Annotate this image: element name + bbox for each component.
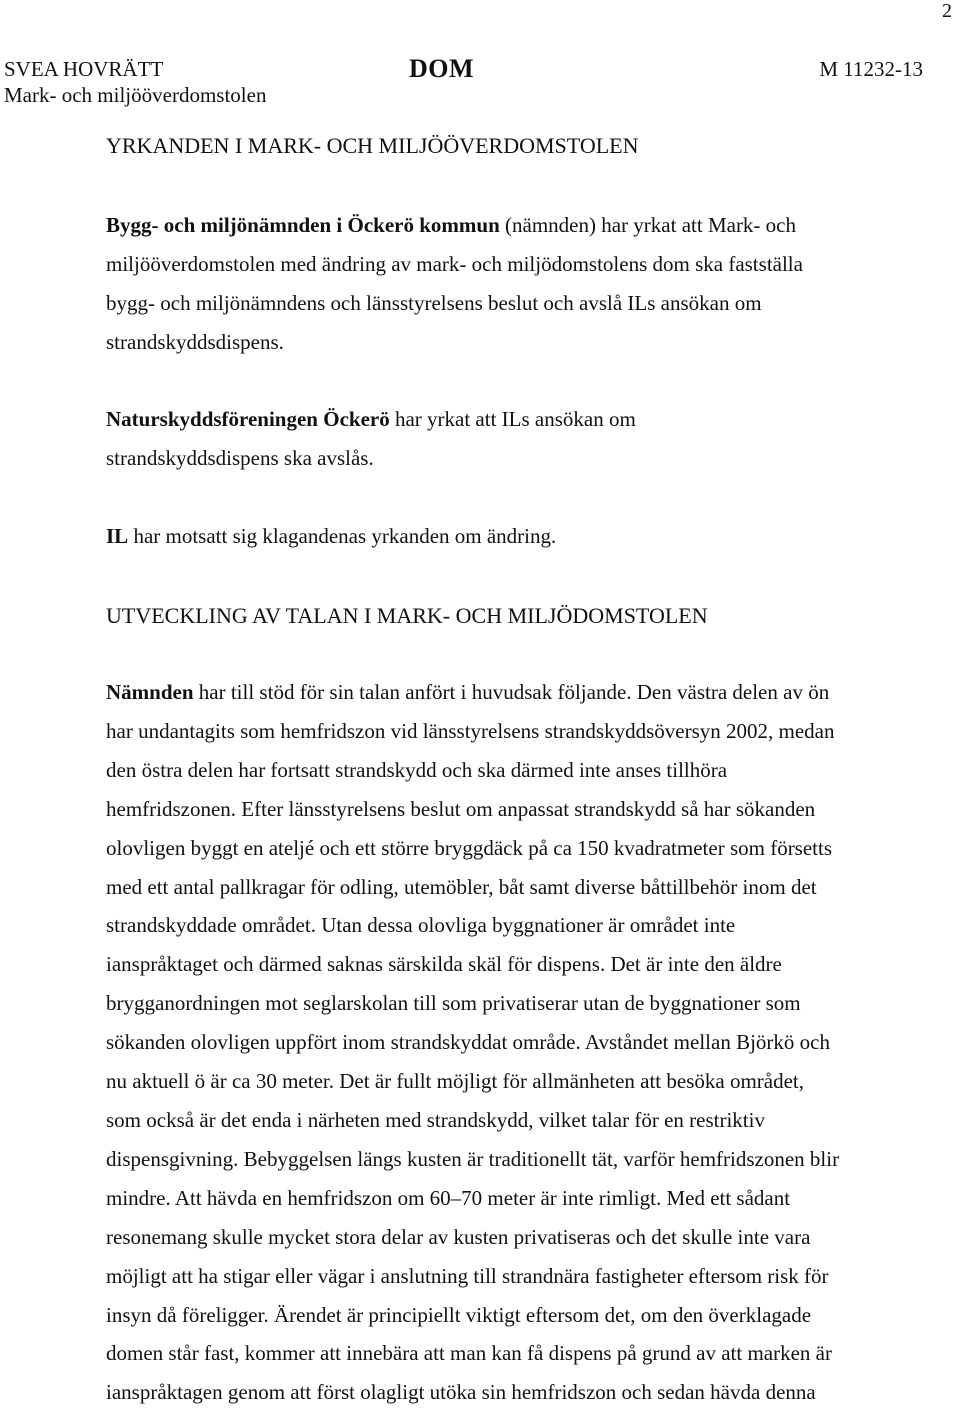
page-number: 2 bbox=[942, 0, 952, 22]
court-header bbox=[4, 56, 266, 108]
development-heading: UTVECKLING AV TALAN I MARK- OCH MILJÖDOMSTOLEN bbox=[106, 603, 708, 628]
paragraph-line: möjligt att ha stigar eller vägar i anslutning till strandnära fastigheter eftersom risk för bbox=[106, 1263, 829, 1288]
paragraph-line: strandskyddade området. Utan dessa olovliga byggnationer är området inte bbox=[106, 913, 736, 938]
claims-heading: YRKANDEN I MARK- OCH MILJÖÖVERDOMSTOLEN bbox=[106, 133, 639, 158]
paragraph-line bbox=[106, 673, 906, 712]
document-type: DOM bbox=[409, 54, 475, 83]
party-name: IL bbox=[106, 524, 129, 548]
paragraph-line: dispensgivning. Bebyggelsen längs kusten är traditionellt tät, varför hemfridszonen blir bbox=[106, 1146, 840, 1171]
line-text: har motsatt sig klagandenas yrkanden om ändring. bbox=[128, 524, 557, 548]
paragraph-line: olovligen byggt en ateljé och ett större bryggdäck på ca 150 kvadratmeter som försetts bbox=[106, 835, 833, 860]
paragraph-line: har undantagits som hemfridszon vid länsstyrelsens strandskyddsöversyn 2002, medan bbox=[106, 718, 835, 743]
paragraph-line: ianspråktaget och därmed saknas särskilda skäl för dispens. Det är inte den äldre bbox=[106, 952, 782, 977]
case-number: M 11232-13 bbox=[819, 57, 923, 81]
paragraph-line: hemfridszonen. Efter länsstyrelsens beslut om anpassat strandskydd så har sökanden bbox=[106, 796, 816, 821]
claim-paragraph-il bbox=[106, 517, 906, 556]
party-name: Nämnden bbox=[106, 680, 194, 704]
paragraph-line: domen står fast, kommer att innebära att man kan få dispens på grund av att marken är bbox=[106, 1341, 832, 1366]
paragraph-line: mindre. Att hävda en hemfridszon om 60–70 meter är inte rimligt. Med ett sådant bbox=[106, 1185, 791, 1210]
paragraph-line: den östra delen har fortsatt strandskydd och ska därmed inte anses tillhöra bbox=[106, 757, 728, 782]
line-text: har till stöd för sin talan anfört i huvudsak följande. Den västra delen av ön bbox=[193, 680, 830, 704]
paragraph-line: sökanden olovligen uppfört inom strandskyddat område. Avståndet mellan Björkö och bbox=[106, 1030, 830, 1055]
paragraph-line: strandskyddsdispens. bbox=[106, 329, 284, 354]
argument-paragraph bbox=[106, 673, 906, 1412]
paragraph-line: miljööverdomstolen med ändring av mark- och miljödomstolens dom ska fastställa bbox=[106, 251, 803, 276]
party-name: Naturskyddsföreningen Öckerö bbox=[106, 407, 390, 431]
paragraph-line: strandskyddsdispens ska avslås. bbox=[106, 445, 374, 470]
paragraph-line: med ett antal pallkragar för odling, utemöbler, båt samt diverse båttillbehör inom det bbox=[106, 874, 817, 899]
paragraph-line: nu aktuell ö är ca 30 meter. Det är fullt möjligt för allmänheten att besöka området, bbox=[106, 1069, 805, 1094]
court-division: Mark- och miljööverdomstolen bbox=[4, 83, 267, 107]
paragraph-line: brygganordningen mot seglarskolan till som privatiserar utan de byggnationer som bbox=[106, 991, 801, 1016]
paragraph-line: insyn då föreligger. Ärendet är principiellt viktigt eftersom det, om den överklagade bbox=[106, 1302, 812, 1327]
paragraph-line: bygg- och miljönämndens och länsstyrelsens beslut och avslå ILs ansökan om bbox=[106, 290, 762, 315]
claim-paragraph-municipal-board bbox=[106, 206, 906, 362]
paragraph-line bbox=[106, 517, 906, 556]
party-name: Bygg- och miljönämnden i Öckerö kommun bbox=[106, 213, 500, 237]
paragraph-line bbox=[106, 400, 906, 439]
paragraph-line: ianspråktagen genom att först olagligt utöka sin hemfridszon och sedan hävda denna bbox=[106, 1380, 816, 1405]
court-name: SVEA HOVRÄTT bbox=[4, 57, 164, 81]
line-text: har yrkat att ILs ansökan om bbox=[389, 407, 636, 431]
claim-paragraph-nature-society bbox=[106, 400, 906, 478]
paragraph-line: som också är det enda i närheten med strandskydd, vilket talar för en restriktiv bbox=[106, 1107, 765, 1132]
paragraph-line bbox=[106, 206, 906, 245]
line-text: (nämnden) har yrkat att Mark- och bbox=[499, 213, 796, 237]
paragraph-line: resonemang skulle mycket stora delar av kusten privatiseras och det skulle inte vara bbox=[106, 1224, 811, 1249]
